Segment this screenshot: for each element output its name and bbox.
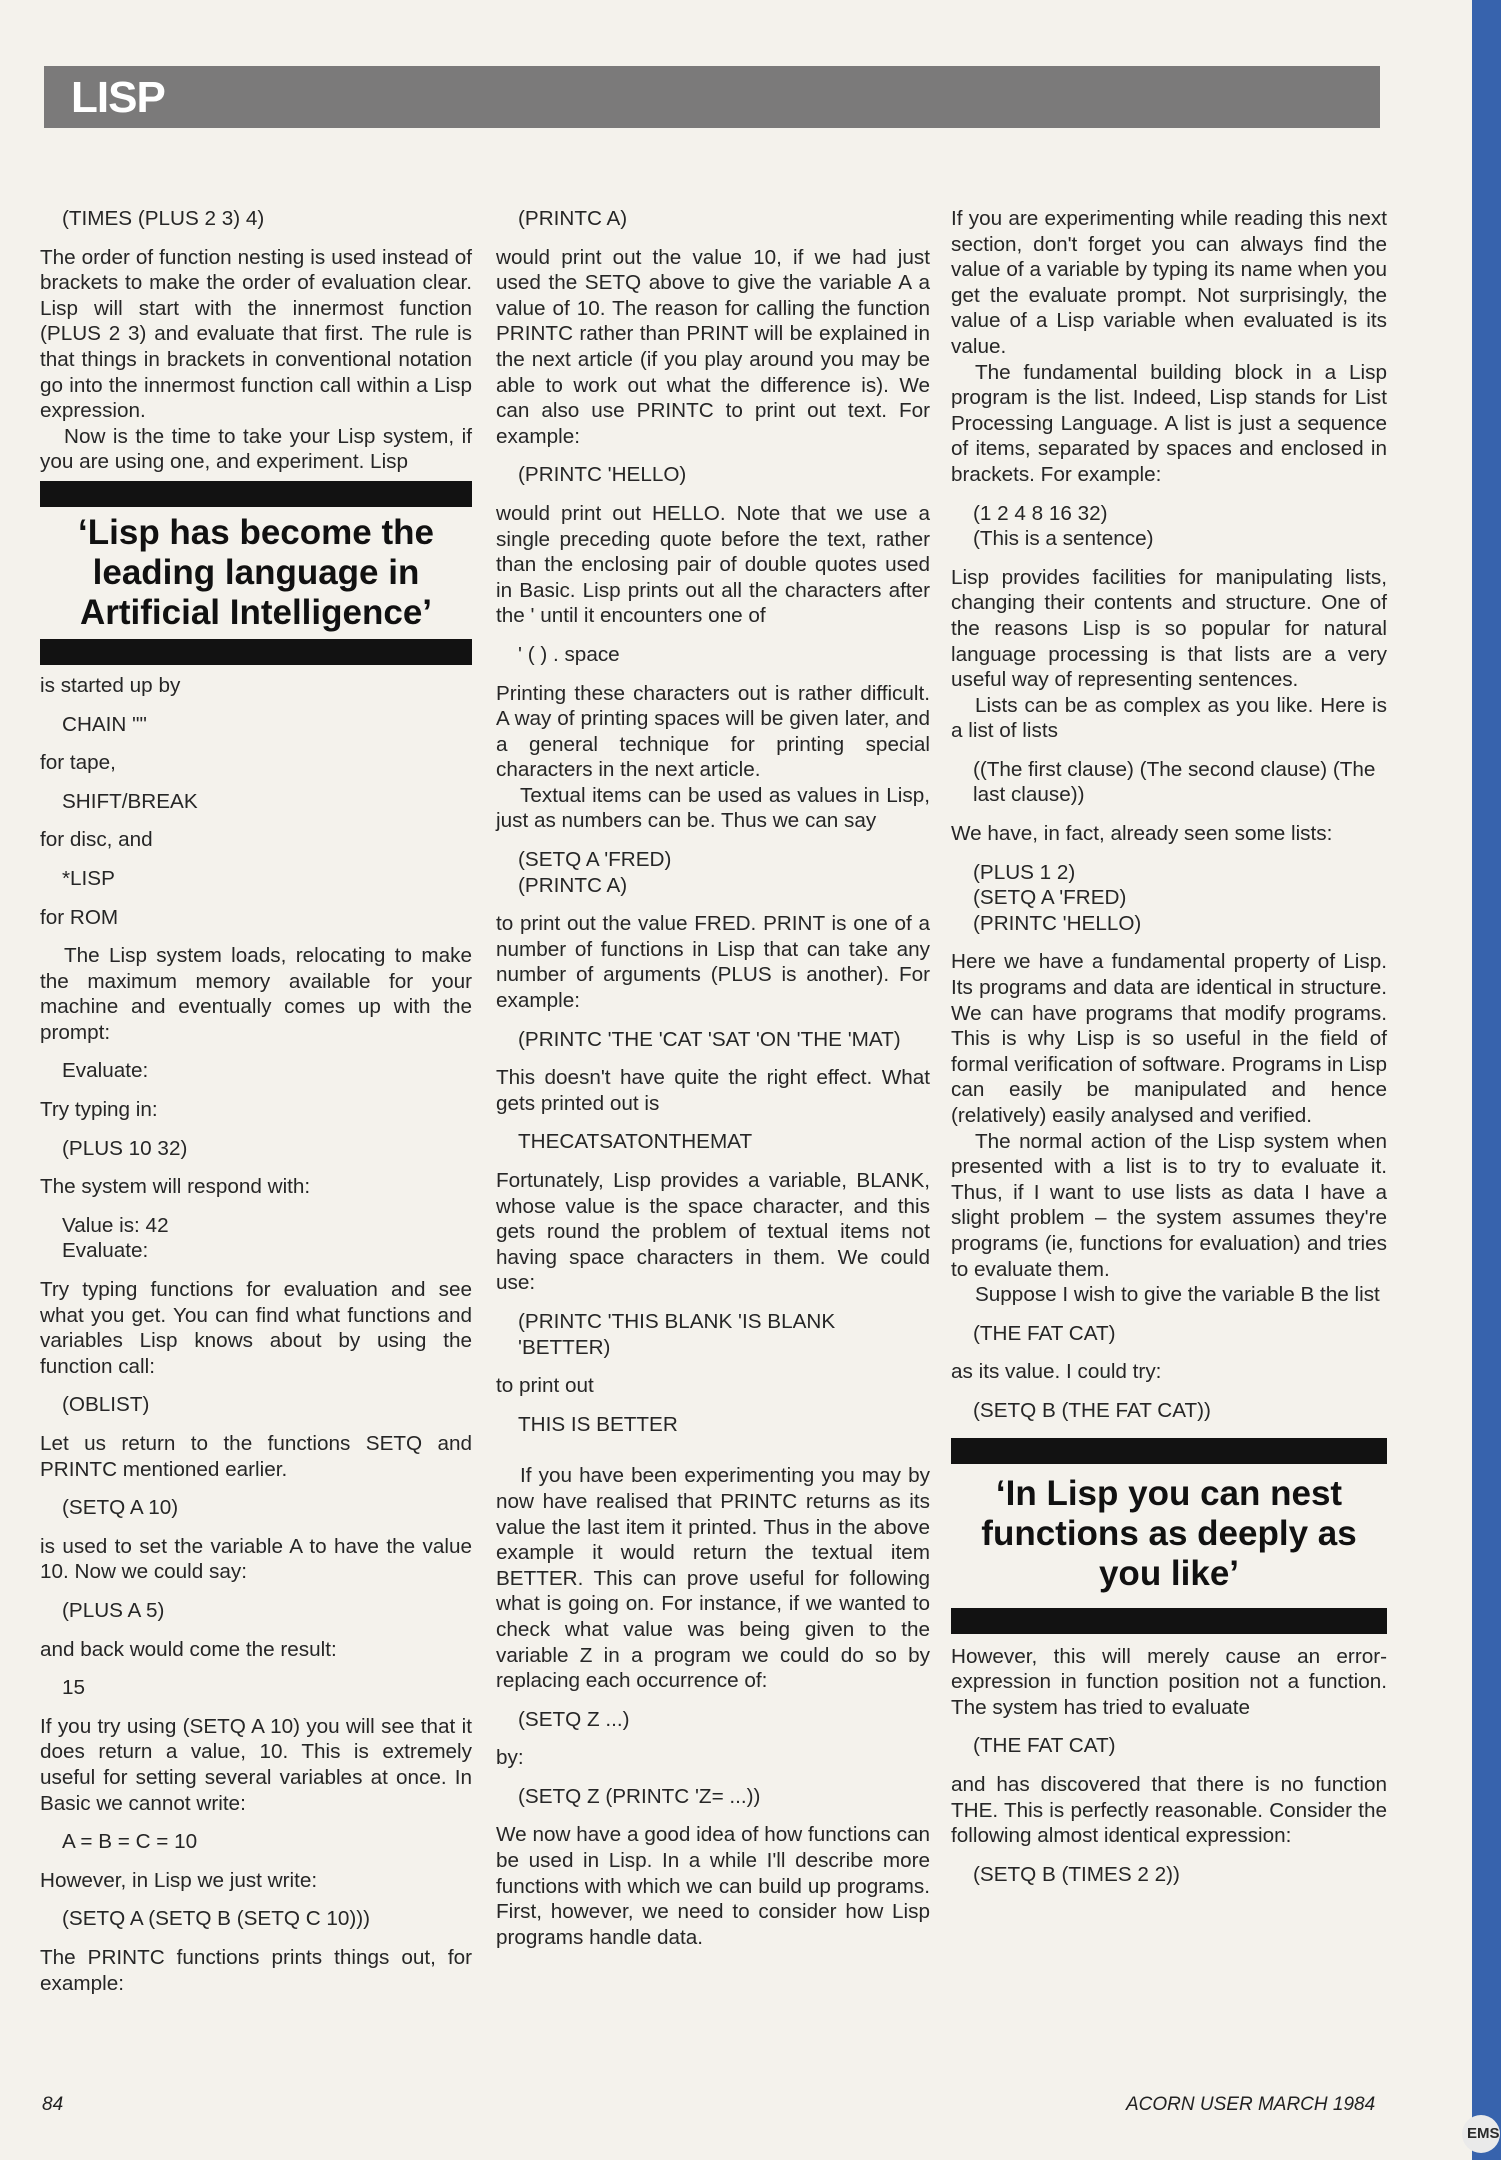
pullquote: ‘In Lisp you can nest functions as deeply as you like’	[981, 1473, 1357, 1593]
code-line: (SETQ B (TIMES 2 2))	[973, 1862, 1180, 1886]
code-line: ((The first clause) (The second clause) (The last clause))	[973, 757, 1376, 807]
column-1	[40, 206, 472, 1996]
code-line: (PRINTC 'THIS BLANK 'IS BLANK 'BETTER)	[518, 1309, 836, 1359]
paragraph: Lisp provides facilities for manipulating lists, changing their contents and structure. One of the reasons Lisp is so popular for natural language processing is that lists are a very useful way of representing sentences.	[951, 565, 1387, 692]
pullquote-bottom-bar	[40, 639, 472, 665]
pullquote-top-bar	[40, 481, 472, 507]
code-line: (TIMES (PLUS 2 3) 4)	[62, 207, 265, 230]
paragraph: Try typing functions for evaluation and see what you get. You can find what functions and variables Lisp knows about by using the function call:	[40, 1278, 472, 1378]
spacer	[496, 1450, 930, 1463]
paragraph: The PRINTC functions prints things out, for example:	[40, 1945, 472, 1995]
page-edge-strip	[1472, 0, 1501, 2160]
pullquote-top-bar	[951, 1438, 1387, 1464]
code-line: (OBLIST)	[62, 1393, 150, 1417]
code-line: ' ( ) . space	[518, 642, 620, 666]
paragraph: to print out	[496, 1374, 594, 1398]
code-line: (SETQ A (SETQ B (SETQ C 10)))	[62, 1907, 371, 1931]
pullquote-bottom-bar	[951, 1608, 1387, 1634]
paragraph: We now have a good idea of how functions can be used in Lisp. In a while I'll describe more functions with which we can build up programs. First, however, we need to consider how Lisp programs handle data.	[496, 1823, 930, 1949]
column-2	[496, 206, 930, 1950]
paragraph: Textual items can be used as values in Lisp, just as numbers can be. Thus we can say	[496, 783, 930, 833]
code-line: A = B = C = 10	[62, 1830, 198, 1854]
paragraph: Suppose I wish to give the variable B the list	[975, 1283, 1380, 1307]
code-line: *LISP	[62, 866, 115, 890]
ems-badge: EMS	[1462, 2115, 1500, 2153]
paragraph: However, this will merely cause an error-expression in function position not a function. The system has tried to evaluate	[951, 1644, 1387, 1719]
code-line: THIS IS BETTER	[518, 1412, 678, 1436]
paragraph: Let us return to the functions SETQ and PRINTC mentioned earlier.	[40, 1432, 472, 1481]
paragraph: and has discovered that there is no function THE. This is perfectly reasonable. Consider the following almost identical expression:	[951, 1772, 1387, 1848]
code-line: (SETQ Z ...)	[518, 1707, 630, 1731]
paragraph: The order of function nesting is used instead of brackets to make the order of evaluation clear. Lisp will start with the innermost function (PLUS 2 3) and evaluate that first. The rule is that things in brackets in conventional notation go into the innermost function call within a Lisp expression.	[40, 245, 472, 423]
page-number: 84	[42, 2094, 64, 2115]
code-line: CHAIN ""	[62, 712, 147, 736]
code-line: (PLUS A 5)	[62, 1598, 165, 1622]
paragraph: for disc, and	[40, 828, 153, 852]
paragraph: Lists can be as complex as you like. Here is a list of lists	[951, 693, 1387, 743]
code-line: SHIFT/BREAK	[62, 789, 198, 813]
code-line: (THE FAT CAT)	[973, 1321, 1116, 1345]
paragraph: If you are experimenting while reading this next section, don't forget you can always find the value of a variable by typing its name when you get the evaluate prompt. Not surprisingly, the value of a Lisp variable when evaluated is its value.	[951, 207, 1387, 358]
paragraph: would print out the value 10, if we had just used the SETQ above to give the variable A a value of 10. The reason for calling the function PRINTC rather than PRINT will be explained in the next article (if you play around you may be able to work out what the difference is). We can also use PRINTC to print out text. For example:	[496, 245, 930, 448]
paragraph: However, in Lisp we just write:	[40, 1868, 318, 1892]
magazine-footer: ACORN USER MARCH 1984	[1126, 2094, 1376, 2115]
code-line: (PLUS 10 32)	[62, 1136, 188, 1160]
code-line: (PRINTC A)	[518, 207, 628, 230]
paragraph: to print out the value FRED. PRINT is one of a number of functions in Lisp that can take any number of arguments (PLUS is another). For example:	[496, 912, 930, 1013]
code-line: (PRINTC 'THE 'CAT 'SAT 'ON 'THE 'MAT)	[518, 1027, 901, 1051]
paragraph: by:	[496, 1746, 524, 1770]
paragraph: We have, in fact, already seen some lists:	[951, 822, 1333, 846]
code-line: (SETQ A 10)	[62, 1496, 179, 1520]
paragraph: would print out HELLO. Note that we use a single preceding quote before the text, rather than the enclosing pair of double quotes used in Basic. Lisp prints out all the characters after the ' until it encounters one of	[496, 501, 930, 628]
section-header-bar	[44, 66, 1380, 128]
paragraph: The fundamental building block in a Lisp program is the list. Indeed, Lisp stands for List Processing Language. A list is just a sequence of items, separated by spaces and enclosed in brackets. For example:	[951, 360, 1387, 486]
paragraph: This doesn't have quite the right effect. What gets printed out is	[496, 1066, 930, 1115]
column-3	[951, 206, 1387, 1900]
pullquote: ‘Lisp has become the leading language in Artificial Intelligence’	[78, 512, 434, 632]
code-line: Evaluate:	[62, 1059, 149, 1083]
paragraph: If you have been experimenting you may by now have realised that PRINTC returns as its value the last item it printed. Thus in the above example it would return the textual item BETTER. This can prove useful for following what is going on. For instance, if we wanted to check what value was being given to the variable Z in a program we could do so by replacing each occurrence of:	[496, 1464, 930, 1693]
code-line: (THE FAT CAT)	[973, 1734, 1116, 1758]
code-block: (SETQ A 'FRED) (PRINTC A)	[518, 848, 672, 897]
code-line: (SETQ B (THE FAT CAT))	[973, 1398, 1211, 1422]
paragraph: If you try using (SETQ A 10) you will see that it does return a value, 10. This is extremely useful for setting several variables at once. In Basic we cannot write:	[40, 1714, 472, 1815]
section-title: LISP	[71, 73, 165, 122]
code-line: 15	[62, 1676, 86, 1700]
code-block: (1 2 4 8 16 32) (This is a sentence)	[973, 501, 1154, 551]
paragraph: for ROM	[40, 905, 119, 929]
code-line: (SETQ Z (PRINTC 'Z= ...))	[518, 1784, 761, 1808]
paragraph: Now is the time to take your Lisp system, if you are using one, and experiment. Lisp	[40, 424, 472, 474]
paragraph: Fortunately, Lisp provides a variable, BLANK, whose value is the space character, and this gets round the problem of textual items not having space characters in them. We could use:	[496, 1169, 930, 1295]
paragraph: is used to set the variable A to have the value 10. Now we could say:	[40, 1534, 472, 1584]
paragraph: The system will respond with:	[40, 1175, 311, 1199]
code-line: (PRINTC 'HELLO)	[518, 463, 687, 487]
code-block: (PLUS 1 2) (SETQ A 'FRED) (PRINTC 'HELLO)	[973, 860, 1142, 935]
code-block: Value is: 42 Evaluate:	[62, 1213, 169, 1263]
code-line: THECATSATONTHEMAT	[518, 1130, 753, 1154]
paragraph: and back would come the result:	[40, 1637, 337, 1661]
paragraph: The normal action of the Lisp system when presented with a list is to try to evaluate it. Thus, if I want to use lists as data I have a slight problem – the system assumes they're programs (ie, functions for evaluation) and tries to evaluate them.	[951, 1129, 1387, 1281]
paragraph: is started up by	[40, 673, 181, 697]
paragraph: for tape,	[40, 751, 116, 775]
paragraph: Printing these characters out is rather difficult. A way of printing spaces will be given later, and a general technique for printing special characters in the next article.	[496, 681, 930, 782]
paragraph: as its value. I could try:	[951, 1360, 1162, 1384]
paragraph: Here we have a fundamental property of Lisp. Its programs and data are identical in structure. We can have programs that modify programs. This is why Lisp is so useful in the field of formal verification of software. Programs in Lisp can easily be manipulated and hence (relatively) easily analysed and verified.	[951, 950, 1387, 1127]
paragraph: The Lisp system loads, relocating to make the maximum memory available for your machine and eventually comes up with the prompt:	[40, 944, 472, 1044]
paragraph: Try typing in:	[40, 1098, 158, 1122]
